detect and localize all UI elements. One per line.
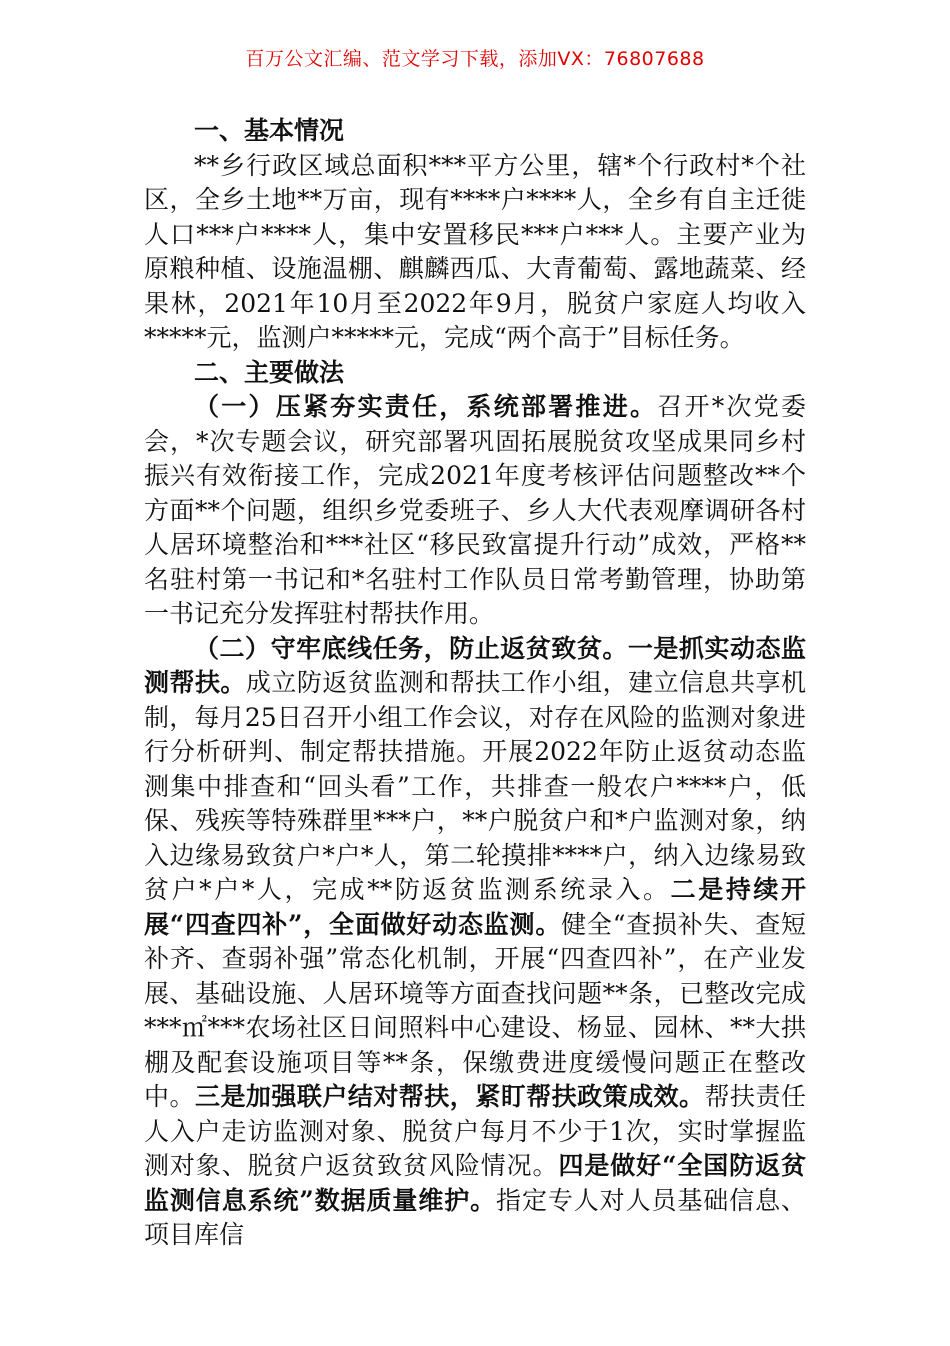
bold-lead-1: （一）压紧夯实责任，系统部署推进。 (194, 392, 658, 421)
bold-lead-2c: 三是加强联户结对帮扶，紧盯帮扶政策成效。 (194, 1082, 705, 1111)
document-body (144, 114, 806, 1253)
paragraph-basic: **乡行政区域总面积***平方公里，辖*个行政村*个社区，全乡土地**万亩，现有****户****人，全乡有自主迁徙人口***户****人，集中安置移民***户***人。主要产业为原粮种植、设施温棚、麒麟西瓜、大青葡萄、露地蔬菜、经果林，2021年10月至2022年9月，脱贫户家庭人均收入*****元，监测户*****元，完成“两个高于”目标任务。 (144, 150, 806, 352)
paragraph-text: 召开*次党委会，*次专题会议，研究部署巩固拓展脱贫攻坚成果同乡村振兴有效衔接工作，完成2021年度考核评估问题整改**个方面**个问题，组织乡党委班子、乡人大代表观摩调研各村人居环境整治和***社区“移民致富提升行动”成效，严格**名驻村第一书记和*名驻村工作队员日常考勤管理，协助第一书记充分发挥驻村帮扶作用。 (144, 392, 806, 628)
paragraph-text: 成立防返贫监测和帮扶工作小组，建立信息共享机制，每月25日召开小组工作会议，对存在风险的监测对象进行分析研判、制定帮扶措施。开展2022年防止返贫动态监测集中排查和“回头看”工作，共排查一般农户****户，低保、残疾等特殊群里***户，**户脱贫户和*户监测对象，纳入边缘易致贫户*户*人，第二轮摸排****户，纳入边缘易致贫户*户*人，完成**防返贫监测系统录入。 (144, 668, 806, 904)
bold-lead-2d: 四是做好“全国防返贫监测信息系统”数据质量维护。 (144, 1151, 806, 1215)
section-heading-basic: 一、基本情况 (194, 116, 345, 145)
bold-lead-2b: 二是持续开展“四查四补”，全面做好动态监测。 (144, 875, 806, 939)
paragraph-text: 健全“查损补失、查短补齐、查弱补强”常态化机制，开展“四查四补”，在产业发展、基础设施、人居环境等方面查找问题**条，已整改完成***㎡***农场社区日间照料中心建设、杨显、园林、**大拱棚及配套设施项目等**条，保缴费进度缓慢问题正在整改中。 (144, 909, 806, 1111)
watermark-header: 百万公文汇编、范文学习下载，添加VX：76807688 (245, 48, 705, 70)
paragraph-text: 帮扶责任人入户走访监测对象、脱贫户每月不少于1次，实时掌握监测对象、脱贫户返贫致贫风险情况。 (144, 1082, 806, 1180)
section-heading-measures: 二、主要做法 (194, 357, 345, 387)
paragraph-text: 指定专人对人员基础信息、项目库信 (144, 1185, 806, 1249)
paragraph-measure-1 (144, 390, 806, 632)
paragraph-measure-2 (144, 632, 806, 1253)
bold-lead-2a: （二）守牢底线任务，防止返贫致贫。一是抓实动态监测帮扶。 (144, 633, 806, 697)
